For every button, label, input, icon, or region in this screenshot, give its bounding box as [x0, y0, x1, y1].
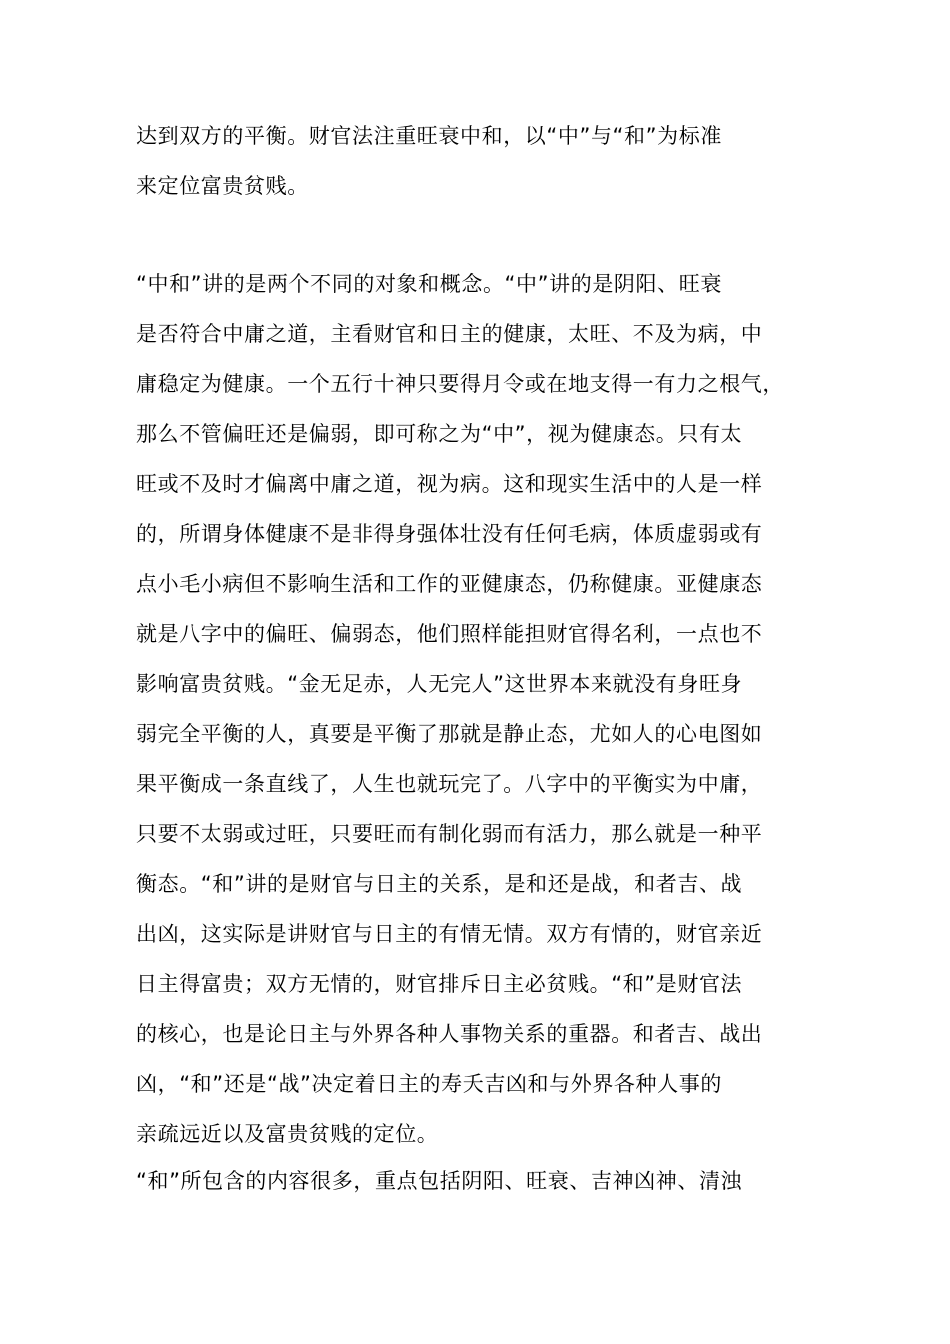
text-line: 亲疏远近以及富贵贫贱的定位。: [136, 1122, 439, 1146]
text-line: 是否符合中庸之道，主看财官和日主的健康，太旺、不及为病，中: [136, 322, 763, 346]
text-line: 就是八字中的偏旺、偏弱态，他们照样能担财官得名利，一点也不: [136, 622, 763, 646]
text-line: 庸稳定为健康。一个五行十神只要得月令或在地支得一有力之根气，: [136, 372, 784, 396]
text-line: 日主得富贵；双方无情的，财官排斥日主必贫贱。“和”是财官法: [136, 972, 743, 996]
text-line: 只要不太弱或过旺，只要旺而有制化弱而有活力，那么就是一种平: [136, 822, 763, 846]
text-line: 点小毛小病但不影响生活和工作的亚健康态，仍称健康。亚健康态: [136, 572, 763, 596]
text-line: 凶，“和”还是“战”决定着日主的寿夭吉凶和与外界各种人事的: [136, 1072, 722, 1096]
text-line: 来定位富贵贫贱。: [136, 174, 309, 198]
text-line: “和”所包含的内容很多，重点包括阴阳、旺衰、吉神凶神、清浊: [136, 1169, 743, 1193]
text-line: 果平衡成一条直线了，人生也就玩完了。八字中的平衡实为中庸，: [136, 772, 763, 796]
text-line: 那么不管偏旺还是偏弱，即可称之为“中”，视为健康态。只有太: [136, 422, 743, 446]
text-line: 出凶，这实际是讲财官与日主的有情无情。双方有情的，财官亲近: [136, 922, 763, 946]
text-line: 影响富贵贫贱。“金无足赤，人无完人”这世界本来就没有身旺身: [136, 672, 743, 696]
text-line: 衡态。“和”讲的是财官与日主的关系，是和还是战，和者吉、战: [136, 872, 743, 896]
text-line: 的，所谓身体健康不是非得身强体壮没有任何毛病，体质虚弱或有: [136, 522, 763, 546]
text-line: “中和”讲的是两个不同的对象和概念。“中”讲的是阴阳、旺衰: [136, 272, 722, 296]
text-line: 旺或不及时才偏离中庸之道，视为病。这和现实生活中的人是一样: [136, 472, 763, 496]
text-line: 的核心，也是论日主与外界各种人事物关系的重器。和者吉、战出: [136, 1022, 763, 1046]
text-line: 达到双方的平衡。财官法注重旺衰中和，以“中”与“和”为标准: [136, 124, 722, 148]
text-line: 弱完全平衡的人，真要是平衡了那就是静止态，尤如人的心电图如: [136, 722, 763, 746]
